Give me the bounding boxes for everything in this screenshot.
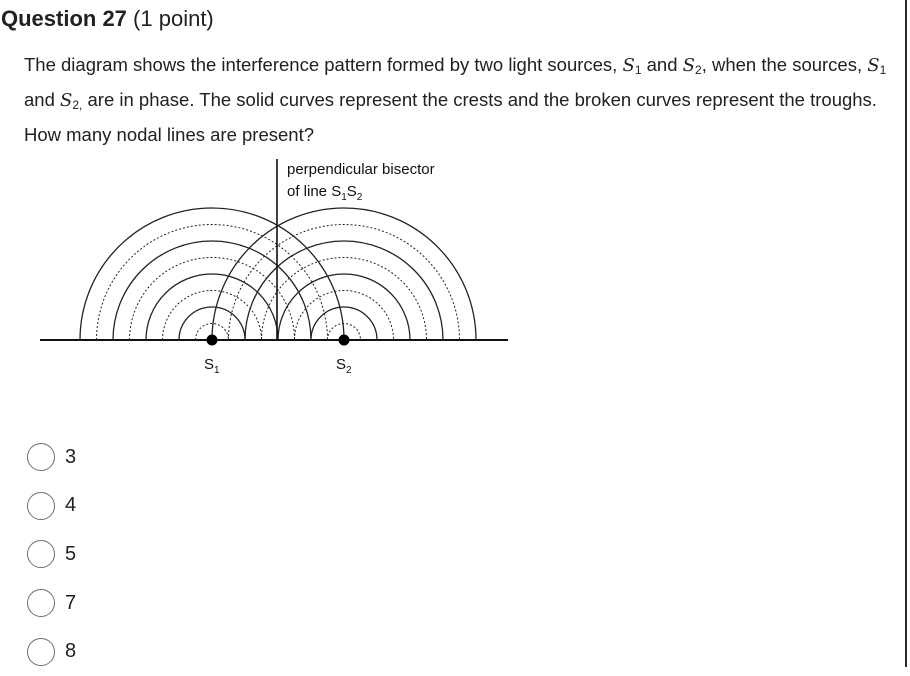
bisector-label-line1: perpendicular bisector (287, 161, 435, 178)
option-4[interactable] (27, 482, 76, 531)
option-label: 8 (65, 640, 77, 663)
source-s1-dot (207, 335, 218, 346)
radio-button[interactable] (27, 540, 55, 568)
question-text-part: are in phase. The solid curves represent the crests and the broken curves represent the troughs. How many nodal lines are present? (24, 89, 877, 145)
question-header (1, 6, 214, 32)
interference-diagram (0, 150, 560, 385)
option-3[interactable] (27, 433, 76, 482)
question-text-part: and (24, 89, 61, 110)
radio-button[interactable] (27, 638, 55, 666)
source-symbol: $S_2$ (682, 55, 702, 77)
question-text-part: and (641, 54, 683, 75)
option-8[interactable] (27, 627, 76, 676)
question-points: (1 point) (133, 6, 214, 31)
question-text-part: The diagram shows the interference pattern formed by two light sources, (24, 54, 623, 75)
source-s1-label: $S_1$ (204, 356, 220, 376)
option-label: 4 (65, 494, 77, 517)
radio-button[interactable] (27, 589, 55, 617)
right-border (905, 0, 907, 667)
question-text (24, 50, 894, 149)
source-symbol: $S_{2,}$ (60, 90, 83, 112)
option-5[interactable] (27, 530, 76, 579)
source-s2-label: $S_2$ (336, 356, 352, 376)
radio-button[interactable] (27, 443, 55, 471)
source-symbol: $S_1$ (867, 55, 887, 77)
radio-button[interactable] (27, 492, 55, 520)
answer-options (27, 433, 76, 676)
option-label: 3 (65, 445, 77, 468)
source-symbol: $S_1$ (622, 55, 642, 77)
source-s2-dot (339, 335, 350, 346)
bisector-label-line2: of line $S_1S_2$ (287, 183, 363, 203)
option-7[interactable] (27, 579, 76, 628)
wavefront-arcs (80, 208, 476, 340)
question-number: Question 27 (1, 6, 127, 31)
question-text-part: , when the sources, (701, 54, 868, 75)
option-label: 7 (65, 591, 77, 614)
option-label: 5 (65, 542, 77, 565)
